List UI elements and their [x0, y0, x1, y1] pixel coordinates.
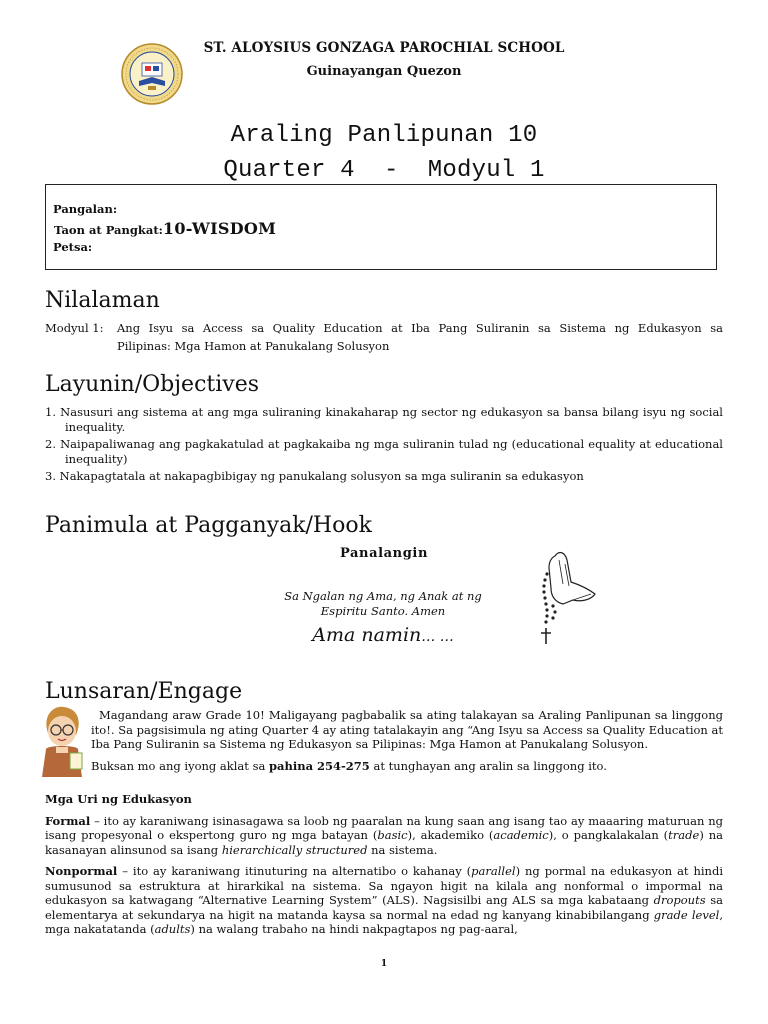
formal-academic: academic — [493, 828, 549, 842]
grade-row — [54, 219, 276, 238]
formal-text: ) na kasanayan alinsunod sa isang — [45, 828, 723, 857]
formal-term: Formal — [45, 813, 91, 828]
prayer-title: Panalangin — [339, 546, 429, 561]
formal-text: ), o pangkalakalan ( — [548, 828, 669, 842]
nonformal-text: ) ng pormal na edukasyon at hindi sumusunod sa estruktura at hirarkikal na sistema. Sa ngayon higit na kilala ang nonformal o impormal na edukasyon sa katwagang “Alternative Learning System” (ALS). Nagsisilbi ang ALS sa mga kabataang — [45, 864, 723, 907]
date-label: Petsa: — [53, 240, 93, 254]
name-label: Pangalan: — [53, 202, 118, 216]
module-description-line1: Ang Isyu sa Access sa Quality Education at Iba Pang Suliranin sa Sistema ng Edukasyon sa — [117, 321, 723, 335]
module-title — [0, 118, 768, 188]
nonformal-text: ) na walang trabaho na hindi nakpagtapos ng pag-aaral, — [190, 922, 518, 936]
nilalaman-heading: Nilalaman — [45, 288, 160, 313]
engage-paragraph-1: Magandang araw Grade 10! Maligayang pagbabalik sa ating talakayan sa Araling Panlipunan sa linggong ito!. Sa pagsisimula ng ating Quarter 4 ay ating tatalakayin ang “Ang Isyu sa Access sa Quality Education at Iba Pang Suliranin sa Sistema ng Edukasyon sa Pilipinas: Mga Hamon at Panukalang Solusyon. — [91, 708, 723, 751]
nonformal-term: Nonpormal — [45, 864, 118, 878]
formal-trade: trade — [668, 828, 700, 842]
engage-intro — [91, 708, 723, 773]
nonformal-text: sa elementarya at sekundarya na higit na matanda kaysa sa normal na edad ng kanyang kinabibilangang — [45, 893, 723, 922]
nonformal-dropouts: dropouts — [653, 893, 706, 907]
prayer-big-text: Ama namin — [312, 624, 422, 646]
nonformal-text: , mga nakatatanda ( — [45, 907, 723, 936]
formal-text: ), akademiko ( — [407, 828, 494, 842]
education-types — [45, 792, 723, 937]
praying-hands-icon — [525, 544, 600, 649]
engage-paragraph-2 — [91, 759, 723, 774]
engage-heading: Lunsaran/Engage — [45, 679, 243, 704]
subject-title: Araling Panlipunan 10 — [230, 122, 538, 149]
formal-text: – ito ay karaniwang isinasagawa sa loob ng paaralan na kung saan ang isang tao ay maaaring maturuan ng isang propesyonal o ekspertong guro ng mga batayan ( — [45, 813, 723, 842]
formal-text: na sistema. — [367, 842, 438, 857]
quarter-title: Quarter 4 - Modyul 1 — [223, 157, 545, 184]
grade-label: Taon at Pangkat: — [54, 223, 163, 237]
objectives-heading: Layunin/Objectives — [45, 372, 260, 397]
nilalaman-text — [45, 321, 723, 353]
teacher-cartoon-icon — [34, 703, 89, 781]
nonformal-grade-level: grade level — [653, 907, 720, 922]
school-header — [0, 40, 768, 79]
objective-item: 3. Nakapagtatala at nakapagbibigay ng panukalang solusyon sa mga suliranin sa edukasyon — [45, 469, 584, 483]
hook-heading: Panimula at Pagganyak/Hook — [45, 513, 372, 538]
formal-hierarchical: hierarchically structured — [221, 842, 368, 857]
student-info-box — [45, 184, 717, 270]
prayer-line: Espiritu Santo. Amen — [320, 604, 446, 618]
nonformal-adults: adults — [154, 922, 191, 936]
objectives-list — [45, 405, 723, 484]
nonformal-text: – ito ay karaniwang itinuturing na alternatibo o kahanay ( — [117, 864, 472, 878]
book-pages: pahina 254-275 — [268, 758, 370, 773]
prayer-ellipsis: … … — [421, 629, 454, 645]
types-heading: Mga Uri ng Edukasyon — [45, 792, 192, 806]
page-number: 1 — [380, 959, 388, 969]
formal-basic: basic — [377, 828, 408, 842]
prayer-text — [233, 589, 533, 619]
objective-item: 2. Naipapaliwanag ang pagkakatulad at pagkakaiba ng mga suliranin tulad ng (educational equality at educational inequality) — [45, 437, 723, 466]
book-instruction-end: at tunghayan ang aralin sa linggong ito. — [369, 758, 607, 773]
school-name: ST. ALOYSIUS GONZAGA PAROCHIAL SCHOOL — [203, 40, 565, 56]
prayer-ama-namin — [233, 624, 533, 646]
prayer-line: Sa Ngalan ng Ama, ng Anak at ng — [284, 589, 482, 603]
objective-item: 1. Nasusuri ang sistema at ang mga suliraning kinakaharap ng sector ng edukasyon sa bansa bilang isyu ng social inequality. — [45, 405, 723, 434]
book-instruction: Buksan mo ang iyong aklat sa — [91, 758, 269, 773]
nonformal-definition — [45, 864, 723, 937]
module-description-line2: Pilipinas: Mga Hamon at Panukalang Solusyon — [117, 338, 390, 353]
school-location: Guinayangan Quezon — [306, 64, 462, 79]
nonformal-parallel: parallel — [471, 864, 516, 878]
grade-value: 10-WISDOM — [162, 219, 277, 238]
module-prefix: Modyul 1: — [45, 321, 104, 335]
formal-definition — [45, 814, 723, 858]
